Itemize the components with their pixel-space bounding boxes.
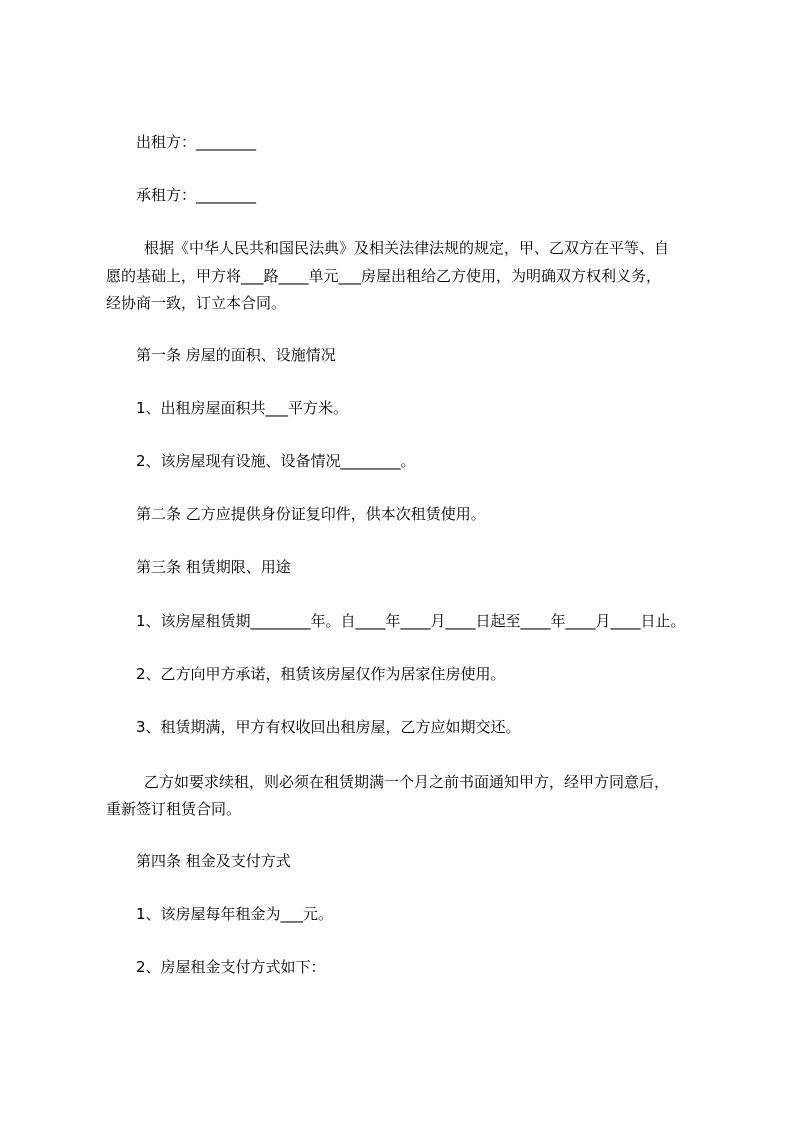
renewal-line-1: 乙方如要求续租，则必须在租赁期满一个月之前书面通知甲方，经甲方同意后， xyxy=(144,773,670,791)
article-3-item-1: 1、该房屋租赁期________年。自____年____月____日起至____年____月____日止。 xyxy=(136,612,686,630)
lessor-line: 出租方：________ xyxy=(136,133,257,151)
article-3-title: 第三条 租赁期限、用途 xyxy=(136,558,291,576)
article-1-item-2: 2、该房屋现有设施、设备情况________。 xyxy=(136,452,416,470)
article-4-item-1: 1、该房屋每年租金为___元。 xyxy=(136,905,334,923)
article-1-item-1: 1、出租房屋面积共___平方米。 xyxy=(136,399,349,417)
article-4-title: 第四条 租金及支付方式 xyxy=(136,852,291,870)
article-3-item-3: 3、租赁期满，甲方有权收回出租房屋，乙方应如期交还。 xyxy=(136,718,521,736)
article-3-item-2: 2、乙方向甲方承诺，租赁该房屋仅作为居家住房使用。 xyxy=(136,665,506,683)
article-1-title: 第一条 房屋的面积、设施情况 xyxy=(136,346,336,364)
preamble-line-1: 根据《中华人民共和国民法典》及相关法律法规的规定，甲、乙双方在平等、自 xyxy=(144,239,670,257)
lessee-line: 承租方：________ xyxy=(136,186,257,204)
preamble-line-2: 愿的基础上，甲方将___路____单元___房屋出租给乙方使用，为明确双方权利义务， xyxy=(106,267,662,285)
renewal-line-2: 重新签订租赁合同。 xyxy=(106,800,242,818)
article-2-title: 第二条 乙方应提供身份证复印件，供本次租赁使用。 xyxy=(136,505,486,523)
article-4-item-2: 2、房屋租金支付方式如下： xyxy=(136,958,326,976)
preamble-line-3: 经协商一致，订立本合同。 xyxy=(106,294,287,312)
